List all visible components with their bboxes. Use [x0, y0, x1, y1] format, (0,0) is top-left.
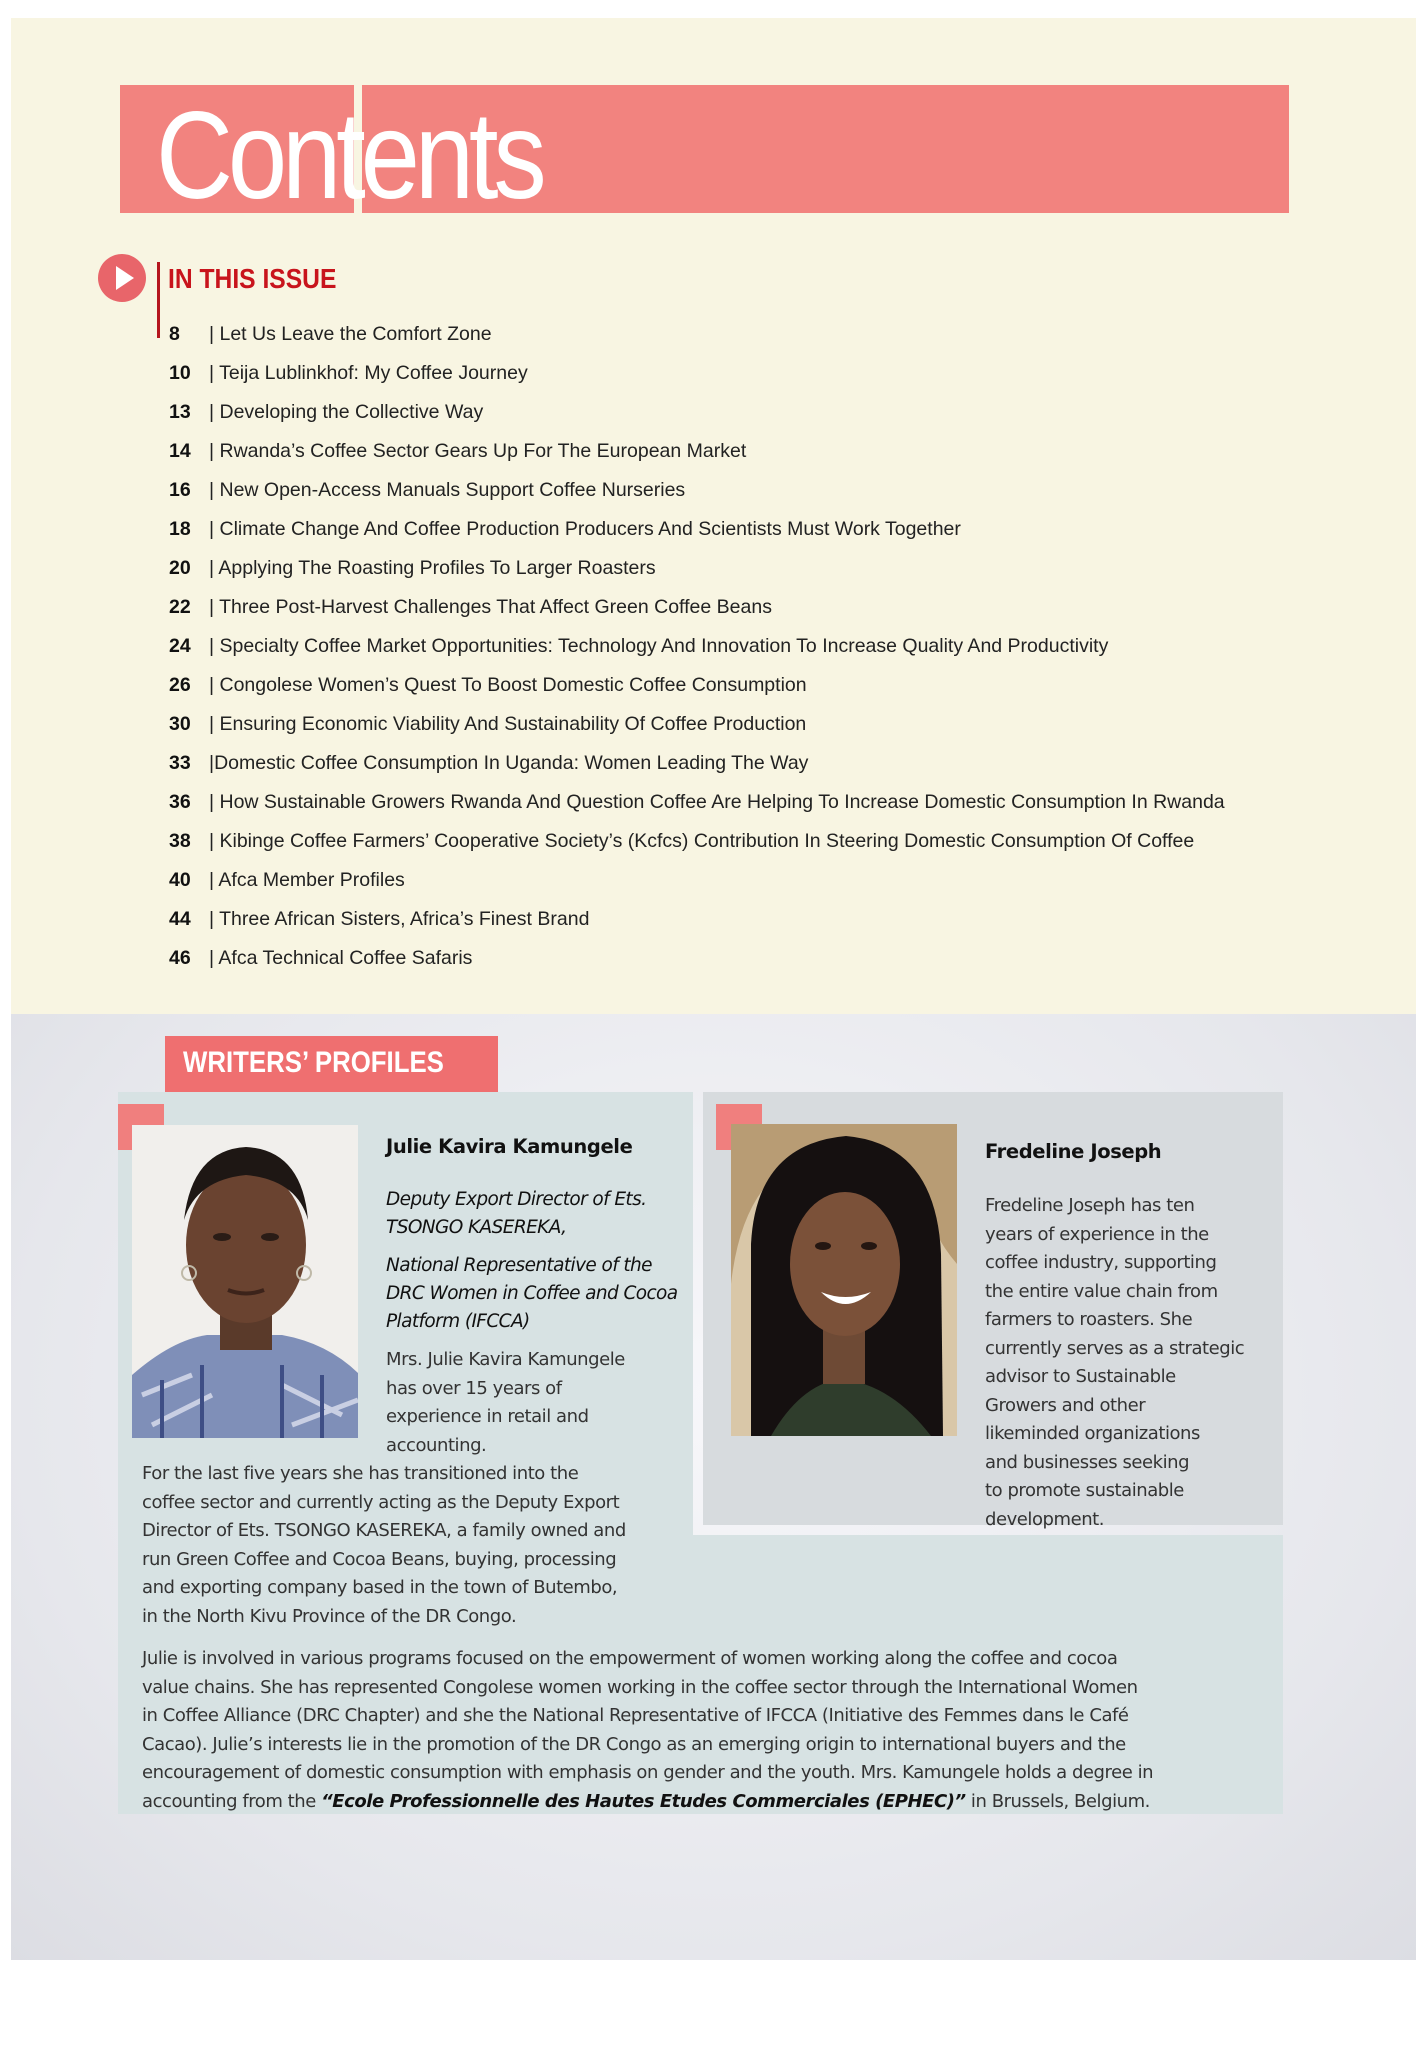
- in-this-issue-heading: IN THIS ISSUE: [168, 263, 337, 294]
- toc-item: [169, 666, 1369, 705]
- bio-last-prefix: accounting from the: [142, 1790, 322, 1812]
- toc-item: [169, 861, 1369, 900]
- play-icon: [98, 254, 146, 302]
- bio-line: Julie is involved in various programs focused on the empowerment of women working along the coffee and cocoa: [142, 1648, 1118, 1669]
- toc-page-number: 13: [169, 401, 191, 423]
- toc-page-number: 38: [169, 830, 191, 852]
- toc-page-number: 18: [169, 518, 191, 540]
- toc-title: | Developing the Collective Way: [209, 401, 484, 423]
- julie-role-export-director: Deputy Export Director of Ets. TSONGO KASEREKA,: [386, 1189, 647, 1238]
- bio-line: value chains. She has represented Congolese women working in the coffee sector through the International Women: [142, 1676, 1138, 1698]
- toc-title: |Domestic Coffee Consumption In Uganda: Women Leading The Way: [209, 752, 809, 774]
- toc-item: [169, 705, 1369, 744]
- julie-bio-career: [142, 1460, 626, 1631]
- bio-line: to promote sustainable: [985, 1480, 1184, 1501]
- bio-line: run Green Coffee and Cocoa Beans, buying, processing: [142, 1548, 617, 1570]
- bio-line: For the last five years she has transitioned into the: [142, 1463, 579, 1484]
- toc-title: | Afca Technical Coffee Safaris: [209, 947, 473, 969]
- fredeline-name: Fredeline Joseph: [985, 1140, 1162, 1163]
- toc-page-number: 40: [169, 869, 191, 891]
- toc-item: [169, 315, 1369, 354]
- toc-item: [169, 939, 1369, 978]
- bio-line: and exporting company based in the town of Butembo,: [142, 1577, 618, 1598]
- toc-page-number: 33: [169, 752, 191, 774]
- table-of-contents: [169, 315, 1369, 978]
- julie-role-ifcca: National Representative of the DRC Women in Coffee and Cocoa Platform (IFCCA): [386, 1255, 678, 1332]
- toc-page-number: 44: [169, 908, 191, 930]
- bio-line: has over 15 years of: [386, 1377, 562, 1399]
- bio-line: likeminded organizations: [985, 1423, 1200, 1444]
- school-name: “Ecole Professionnelle des Hautes Etudes Commerciales (EPHEC)”: [321, 1790, 966, 1812]
- toc-page-number: 30: [169, 713, 191, 735]
- writers-profiles-heading: [165, 1036, 498, 1092]
- julie-bio-programs: [142, 1645, 1153, 1816]
- bio-line: and businesses seeking: [985, 1451, 1190, 1473]
- toc-title: | New Open-Access Manuals Support Coffee Nurseries: [209, 479, 686, 501]
- toc-title: | Afca Member Profiles: [209, 869, 405, 891]
- toc-title: | Three Post-Harvest Challenges That Affect Green Coffee Beans: [209, 596, 772, 618]
- bio-line: farmers to roasters. She: [985, 1309, 1193, 1330]
- toc-page-number: 26: [169, 674, 191, 696]
- bio-line: in the North Kivu Province of the DR Congo.: [142, 1605, 517, 1627]
- bio-line: currently serves as a strategic: [985, 1337, 1245, 1359]
- toc-item: [169, 432, 1369, 471]
- bio-line: Fredeline Joseph has ten: [985, 1195, 1195, 1216]
- toc-page-number: 22: [169, 596, 191, 618]
- bio-line: years of experience in the: [985, 1223, 1209, 1245]
- bio-line: Growers and other: [985, 1394, 1146, 1416]
- bio-line: development.: [985, 1508, 1105, 1530]
- toc-page-number: 46: [169, 947, 191, 969]
- bio-line: in Coffee Alliance (DRC Chapter) and she the National Representative of IFCCA (Initiative des Femmes dans le Café: [142, 1705, 1129, 1726]
- toc-page-number: 36: [169, 791, 191, 813]
- bio-line: accounting.: [386, 1434, 487, 1456]
- toc-item: [169, 471, 1369, 510]
- toc-item: [169, 627, 1369, 666]
- issue-divider: [157, 262, 160, 338]
- bio-line-last: [142, 1788, 1153, 1817]
- toc-title: | Climate Change And Coffee Production Producers And Scientists Must Work Together: [209, 518, 961, 540]
- bio-line: coffee sector and currently acting as the Deputy Export: [142, 1491, 620, 1513]
- toc-item: [169, 783, 1369, 822]
- toc-item: [169, 393, 1369, 432]
- page-title: Contents: [156, 87, 542, 225]
- toc-item: [169, 549, 1369, 588]
- toc-title: | Ensuring Economic Viability And Sustainability Of Coffee Production: [209, 713, 807, 735]
- toc-item: [169, 900, 1369, 939]
- fredeline-bio: [985, 1192, 1244, 1534]
- toc-title: | Kibinge Coffee Farmers’ Cooperative Society’s (Kcfcs) Contribution In Steering Domestic Consumption Of Coffee: [209, 830, 1195, 852]
- fredeline-portrait: [731, 1124, 957, 1436]
- toc-item: [169, 744, 1369, 783]
- bio-line: the entire value chain from: [985, 1280, 1218, 1302]
- toc-page-number: 16: [169, 479, 191, 501]
- bio-line: experience in retail and: [386, 1406, 589, 1427]
- toc-item: [169, 588, 1369, 627]
- toc-title: | Rwanda’s Coffee Sector Gears Up For The European Market: [209, 440, 747, 462]
- julie-portrait: [132, 1125, 358, 1438]
- julie-roles: [386, 1186, 686, 1346]
- toc-title: | Teija Lublinkhof: My Coffee Journey: [209, 362, 528, 384]
- bio-line: coffee industry, supporting: [985, 1252, 1217, 1273]
- toc-page-number: 20: [169, 557, 191, 579]
- bio-line: Director of Ets. TSONGO KASEREKA, a family owned and: [142, 1520, 626, 1541]
- toc-title: | Specialty Coffee Market Opportunities: Technology And Innovation To Increase Quality And Productivity: [209, 635, 1109, 657]
- toc-title: | How Sustainable Growers Rwanda And Question Coffee Are Helping To Increase Domestic Consumption In Rwanda: [209, 791, 1225, 813]
- toc-item: [169, 822, 1369, 861]
- toc-item: [169, 354, 1369, 393]
- toc-title: | Congolese Women’s Quest To Boost Domestic Coffee Consumption: [209, 674, 807, 696]
- bio-line: encouragement of domestic consumption with emphasis on gender and the youth. Mrs. Kamungele holds a degree in: [142, 1762, 1154, 1783]
- julie-name: Julie Kavira Kamungele: [386, 1135, 633, 1158]
- toc-title: | Three African Sisters, Africa’s Finest Brand: [209, 908, 590, 930]
- toc-page-number: 24: [169, 635, 191, 657]
- toc-title: | Let Us Leave the Comfort Zone: [209, 323, 492, 345]
- bio-line: Cacao). Julie’s interests lie in the promotion of the DR Congo as an emerging origin to international buyers and the: [142, 1733, 1126, 1755]
- writers-profiles-label: WRITERS’ PROFILES: [183, 1046, 444, 1079]
- toc-page-number: 10: [169, 362, 191, 384]
- toc-page-number: 14: [169, 440, 191, 462]
- bio-last-suffix: in Brussels, Belgium.: [965, 1790, 1150, 1812]
- toc-item: [169, 510, 1369, 549]
- toc-page-number: 8: [169, 323, 180, 345]
- contents-section: [11, 18, 1416, 1014]
- julie-bio-intro: [386, 1346, 625, 1460]
- bio-line: Mrs. Julie Kavira Kamungele: [386, 1349, 625, 1370]
- toc-title: | Applying The Roasting Profiles To Larger Roasters: [209, 557, 656, 579]
- bio-line: advisor to Sustainable: [985, 1366, 1176, 1387]
